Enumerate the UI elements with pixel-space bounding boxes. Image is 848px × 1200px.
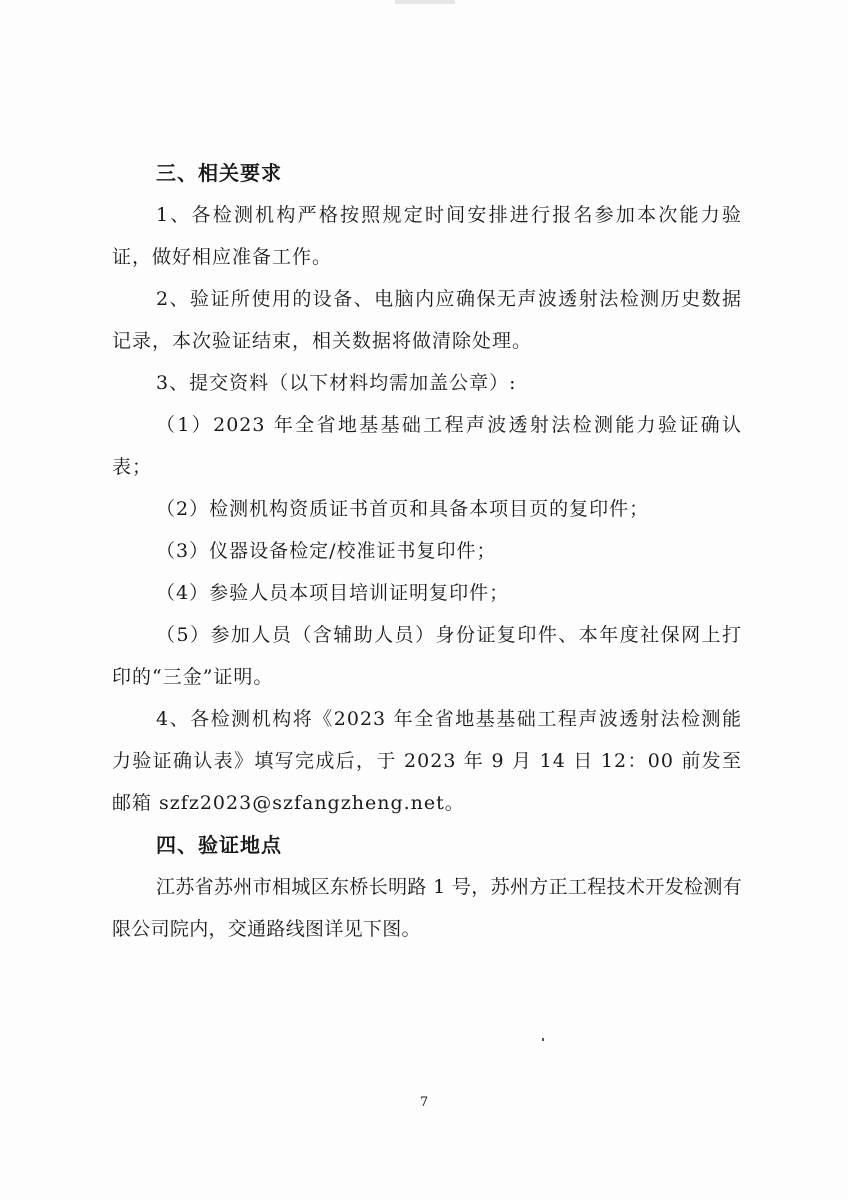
page-number: 7 <box>419 1095 429 1110</box>
requirement-item-1: 1、各检测机构严格按照规定时间安排进行报名参加本次能力验证，做好相应准备工作。 <box>112 204 742 268</box>
scan-mark <box>395 0 455 4</box>
section-heading-requirements: 三、相关要求 <box>156 161 282 185</box>
submission-item-4: （4）参验人员本项目培训证明复印件； <box>156 582 510 604</box>
submission-item-2: （2）检测机构资质证书首页和具备本项目页的复印件； <box>156 498 650 520</box>
requirement-item-2: 2、验证所使用的设备、电脑内应确保无声波透射法检测历史数据记录，本次验证结束，相关数据将做清除处理。 <box>112 288 742 352</box>
location-text: 江苏省苏州市相城区东桥长明路 1 号，苏州方正工程技术开发检测有限公司院内，交通路线图详见下图。 <box>112 876 742 940</box>
scan-speck <box>542 1038 544 1041</box>
submission-item-1: （1）2023 年全省地基基础工程声波透射法检测能力验证确认表； <box>112 414 742 478</box>
requirement-item-3: 3、提交资料（以下材料均需加盖公章）: <box>156 372 517 394</box>
submission-item-5: （5）参加人员（含辅助人员）身份证复印件、本年度社保网上打印的“三金”证明。 <box>112 624 742 688</box>
document-body <box>112 152 742 950</box>
submission-item-3: （3）仪器设备检定/校准证书复印件； <box>156 540 497 562</box>
requirement-item-4: 4、各检测机构将《2023 年全省地基基础工程声波透射法检测能力验证确认表》填写完成后，于 2023 年 9 月 14 日 12：00 前发至邮箱 szfz2023@szfangzheng.net。 <box>112 708 742 814</box>
section-heading-location: 四、验证地点 <box>156 833 282 857</box>
